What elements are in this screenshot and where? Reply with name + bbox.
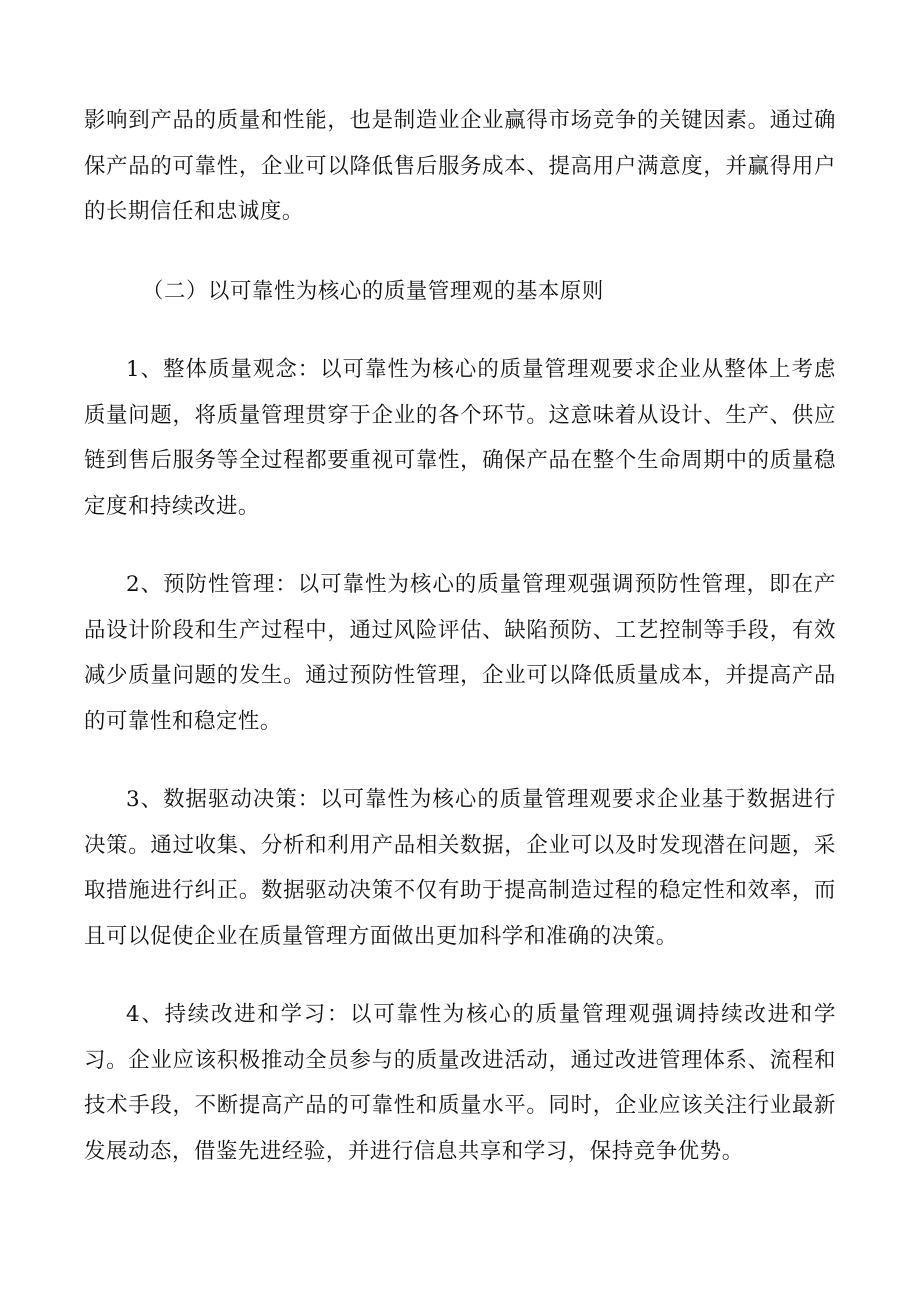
- principle-3-paragraph: 3、数据驱动决策：以可靠性为核心的质量管理观要求企业基于数据进行决策。通过收集、分析和利用产品相关数据，企业可以及时发现潜在问题，采取措施进行纠正。数据驱动决策不仅有助于提高制造过程的稳定性和效率，而且可以促使企业在质量管理方面做出更加科学和准确的决策。: [84, 787, 836, 949]
- section-heading: （二）以可靠性为核心的质量管理观的基本原则: [142, 278, 604, 304]
- principle-4-paragraph: 4、持续改进和学习：以可靠性为核心的质量管理观强调持续改进和学习。企业应该积极推动全员参与的质量改进活动，通过改进管理体系、流程和技术手段，不断提高产品的可靠性和质量水平。同时，企业应该关注行业最新发展动态，借鉴先进经验，并进行信息共享和学习，保持竞争优势。: [84, 1002, 836, 1164]
- document-page: [84, 98, 836, 1174]
- principle-2-paragraph: 2、预防性管理：以可靠性为核心的质量管理观强调预防性管理，即在产品设计阶段和生产过程中，通过风险评估、缺陷预防、工艺控制等手段，有效减少质量问题的发生。通过预防性管理，企业可以降低质量成本，并提高产品的可靠性和稳定性。: [84, 572, 836, 734]
- intro-paragraph: 影响到产品的质量和性能，也是制造业企业赢得市场竞争的关键因素。通过确保产品的可靠性，企业可以降低售后服务成本、提高用户满意度，并赢得用户的长期信任和忠诚度。: [84, 108, 836, 224]
- principle-1-paragraph: 1、整体质量观念：以可靠性为核心的质量管理观要求企业从整体上考虑质量问题，将质量管理贯穿于企业的各个环节。这意味着从设计、生产、供应链到售后服务等全过程都要重视可靠性，确保产品在整个生命周期中的质量稳定度和持续改进。: [84, 357, 836, 519]
